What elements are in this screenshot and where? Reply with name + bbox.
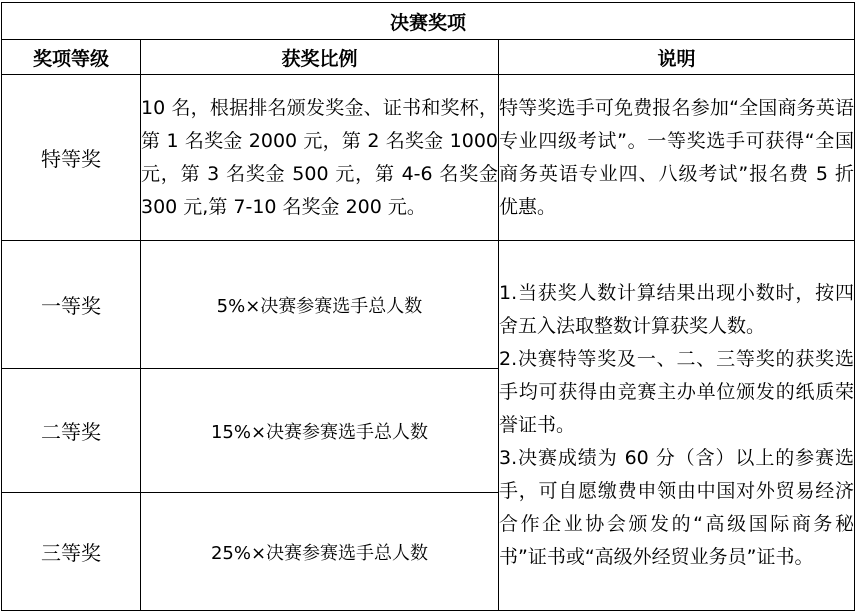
- header-row: [2, 40, 855, 75]
- ratio-special-text: 10 名，根据排名颁发奖金、证书和奖杯，第 1 名奖金 2000 元，第 2 名奖金 1000 元，第 3 名奖金 500 元，第 4-6 名奖金 300 元,第 7-10 名奖金 200 元。: [141, 96, 498, 218]
- note-2: 2.决赛特等奖及一、二、三等奖的获奖选手均可获得由竞赛主办单位颁发的纸质荣誉证书。: [499, 348, 854, 436]
- header-level: 奖项等级: [2, 40, 141, 75]
- title-row: [2, 3, 855, 40]
- ratio-second: 15%×决赛参赛选手总人数: [141, 369, 499, 493]
- notes-cell: [499, 241, 855, 611]
- table-row-first: [2, 241, 855, 369]
- note-1: 1.当获奖人数计算结果出现小数时，按四舍五入法取整数计算获奖人数。: [499, 282, 854, 337]
- header-ratio: 获奖比例: [141, 40, 499, 75]
- awards-table: [1, 2, 855, 611]
- header-description: 说明: [499, 40, 855, 75]
- table-row-special: [2, 75, 855, 241]
- description-special-text: 特等奖选手可免费报名参加“全国商务英语专业四级考试”。一等奖选手可获得“全国商务英语专业四、八级考试”报名费 5 折优惠。: [499, 96, 854, 218]
- description-special: [499, 75, 855, 241]
- ratio-special: [141, 75, 499, 241]
- level-first: 一等奖: [2, 241, 141, 369]
- level-special: 特等奖: [2, 75, 141, 241]
- note-3: 3.决赛成绩为 60 分（含）以上的参赛选手，可自愿缴费申领由中国对外贸易经济合作企业协会颁发的“高级国际商务秘书”证书或“高级外经贸业务员”证书。: [499, 447, 854, 568]
- ratio-third: 25%×决赛参赛选手总人数: [141, 493, 499, 611]
- level-second: 二等奖: [2, 369, 141, 493]
- table-title: 决赛奖项: [2, 3, 855, 40]
- level-third: 三等奖: [2, 493, 141, 611]
- ratio-first: 5%×决赛参赛选手总人数: [141, 241, 499, 369]
